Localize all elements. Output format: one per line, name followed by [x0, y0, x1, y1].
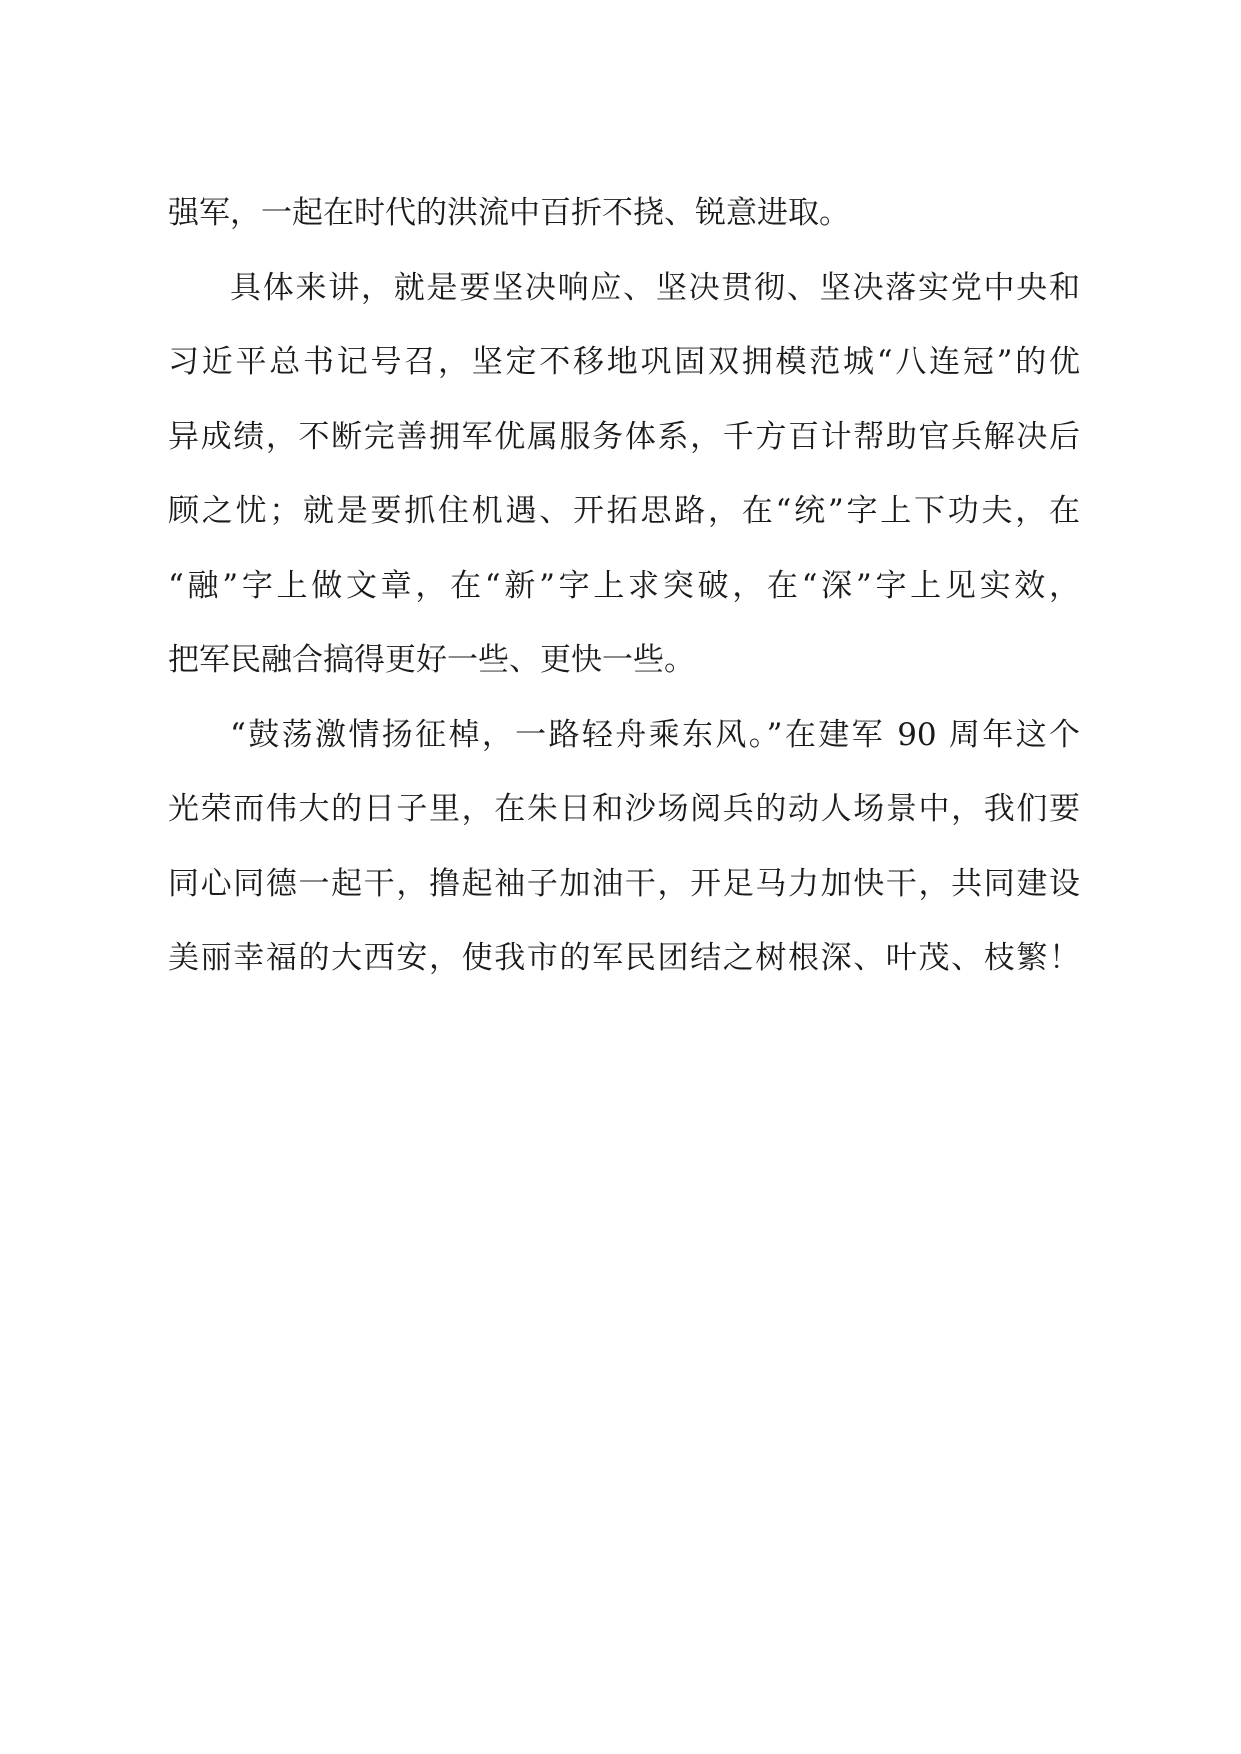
- paragraph-line: 美丽幸福的大西安，使我市的军民团结之树根深、叶茂、枝繁！: [168, 940, 1080, 976]
- paragraph-line: 光荣而伟大的日子里，在朱日和沙场阅兵的动人场景中，我们要: [168, 791, 1080, 827]
- paragraph-line: 同心同德一起干，撸起袖子加油干，开足马力加快干，共同建设: [168, 865, 1080, 902]
- paragraph-line: 习近平总书记号召，坚定不移地巩固双拥模范城“八连冠”的优: [168, 344, 1080, 380]
- paragraph-line: 顾之忧；就是要抓住机遇、开拓思路，在“统”字上下功夫，在: [168, 493, 1080, 529]
- paragraph-line: 强军，一起在时代的洪流中百折不挠、锐意进取。: [168, 195, 850, 231]
- paragraph-line: 具体来讲，就是要坚决响应、坚决贯彻、坚决落实党中央和: [230, 269, 1080, 306]
- paragraph-line: “融”字上做文章，在“新”字上求突破，在“深”字上见实效，: [168, 567, 1080, 604]
- paragraph-line: 异成绩，不断完善拥军优属服务体系，千方百计帮助官兵解决后: [168, 418, 1080, 455]
- body-text: [168, 195, 1080, 1018]
- paragraph-line: 把军民融合搞得更好一些、更快一些。: [168, 642, 695, 678]
- paragraph-line: “鼓荡激情扬征棹，一路轻舟乘东风。”在建军 90 周年这个: [230, 716, 1080, 753]
